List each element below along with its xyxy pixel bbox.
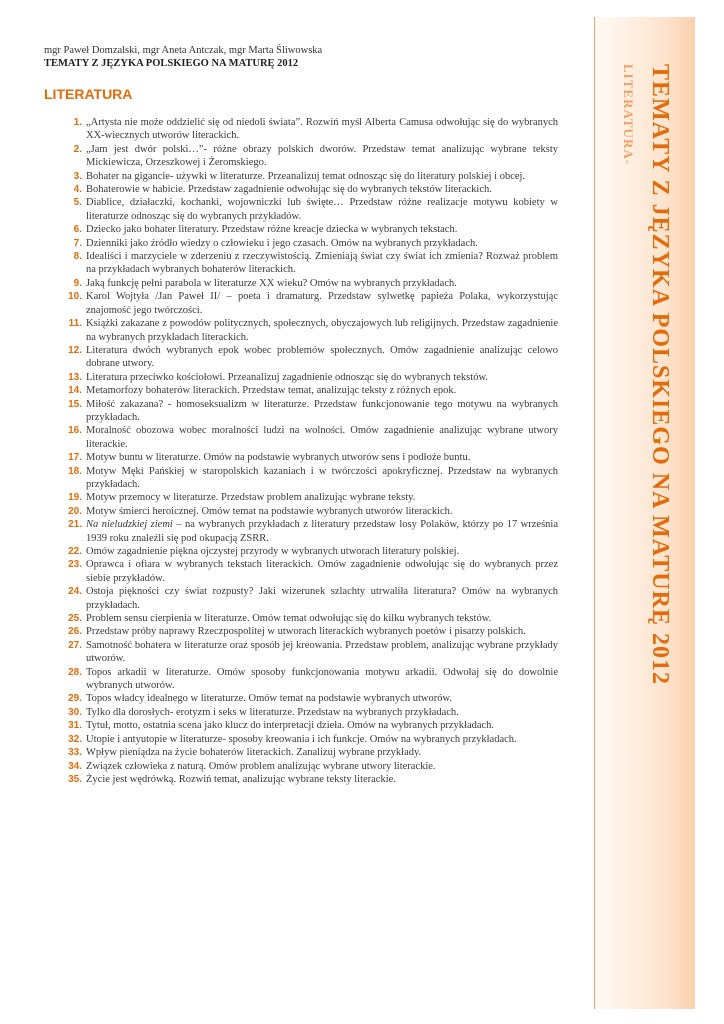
topic-text: Topos władcy idealnego w literaturze. Omów temat na podstawie wybranych utworów. <box>86 693 452 705</box>
topic-text: Motyw Męki Pańskiej w staropolskich kazaniach i w twórczości apokryficznej. Przedstaw na wybranych przykładach. <box>86 465 558 490</box>
topic-text: Oprawca i ofiara w wybranych tekstach literackich. Omów zagadnienie odwołując się do wybranych przez siebie przykładów. <box>86 559 558 584</box>
topic-text: Jaką funkcję pełni parabola w literaturze XX wieku? Omów na wybranych przykładach. <box>86 277 457 289</box>
topic-number: 10. <box>68 291 82 303</box>
topic-item <box>62 692 558 705</box>
topic-item <box>62 491 558 504</box>
topic-text: Wpływ pieniądza na życie bohaterów literackich. Zanalizuj wybrane przykłady. <box>86 747 422 759</box>
topic-item <box>62 170 558 183</box>
topic-item <box>62 371 558 384</box>
topic-number: 20. <box>68 505 82 517</box>
topic-text: Literatura dwóch wybranych epok wobec problemów społecznych. Omów zagadnienie analizując celowo dobrane utwory. <box>86 344 558 370</box>
topic-text: „Jam jest dwór polski…”- różne obrazy polskich dworów. Przedstaw temat analizując wybrane teksty Mickiewicza, Orzeszkowej i Żeromskiego. <box>86 143 558 169</box>
topic-number: 24. <box>68 586 82 598</box>
topic-text-italic: Na nieludzkiej ziemi <box>86 519 173 531</box>
topic-number: 22. <box>68 546 82 557</box>
topic-number: 17. <box>68 452 82 464</box>
topic-text: Przedstaw próby naprawy Rzeczpospolitej w utworach literackich wybranych poetów i pisarzy polskich. <box>86 626 526 638</box>
topic-text: Problem sensu cierpienia w literaturze. Omów temat odwołując się do kilku wybranych tekstów. <box>86 613 492 625</box>
topic-text: Karol Wojtyła /Jan Paweł II/ – poeta i dramaturg. Przedstaw sylwetkę papieża Polaka, wykorzystując znajomość jego twórczości. <box>86 291 558 316</box>
topic-item <box>62 451 558 464</box>
topic-number: 15. <box>68 398 82 410</box>
topic-item <box>62 277 558 290</box>
topic-text: Tylko dla dorosłych- erotyzm i seks w literaturze. Przedstaw na wybranych przykładach. <box>86 706 459 718</box>
topic-item <box>62 384 558 397</box>
topic-text: Tytuł, motto, ostatnia scena jako klucz do interpretacji dzieła. Omów na wybranych przykładach. <box>86 720 495 732</box>
topic-text: Życie jest wędrówką. Rozwiń temat, analizując wybrane teksty literackie. <box>86 773 396 785</box>
topic-text: Miłość zakazana? - homoseksualizm w literaturze. Przedstaw funkcjonowanie tego motywu na wybranych przykładach. <box>86 398 558 423</box>
topic-text: Samotność bohatera w literaturze oraz sposób jej kreowania. Przedstaw problem, analizując wybrane przykłady utworów. <box>86 639 558 665</box>
topic-number: 18. <box>68 465 82 477</box>
topic-number: 29. <box>68 693 82 705</box>
topic-item <box>62 746 558 759</box>
sidebar-title: TEMATY Z JĘZYKA POLSKIEGO NA MATURĘ 2012 <box>647 64 673 685</box>
document-header <box>44 44 584 70</box>
sidebar-subtitle: LITERATURA- <box>621 64 636 166</box>
document-title: TEMATY Z JĘZYKA POLSKIEGO NA MATURĘ 2012 <box>44 58 299 69</box>
topic-item <box>62 116 558 143</box>
topic-text-rest: – na wybranych przykładach z literatury przedstaw losy Polaków, którzy po 17 września 1939 roku znaleźli się pod okupacją ZSRR. <box>86 519 558 544</box>
topic-text: Metamorfozy bohaterów literackich. Przedstaw temat, analizując teksty z różnych epok. <box>86 385 457 397</box>
topic-item <box>62 625 558 638</box>
topic-number: 5. <box>73 197 82 209</box>
topic-item <box>62 558 558 585</box>
topic-item <box>62 290 558 317</box>
topic-number: 6. <box>73 224 82 236</box>
topic-number: 35. <box>68 773 82 785</box>
topic-item <box>62 505 558 518</box>
topic-number: 28. <box>68 666 82 678</box>
topic-number: 11. <box>68 318 82 330</box>
topic-number: 34. <box>68 760 82 772</box>
topic-text: Ostoja piękności czy świat rozpusty? Jaki wizerunek szlachty utrwaliła literatura? Omów na wybranych przykładach. <box>86 586 558 611</box>
topic-item <box>62 612 558 625</box>
topic-item <box>62 773 558 786</box>
topic-number: 14. <box>68 385 82 397</box>
topic-text: Bohaterowie w habicie. Przedstaw zagadnienie odwołując się do wybranych tekstów literackich. <box>86 184 492 196</box>
topic-text: Omów zagadnienie piękna ojczystej przyrody w wybranych utworach literatury polskiej. <box>86 546 460 557</box>
topic-number: 4. <box>73 184 82 196</box>
topic-item <box>62 666 558 693</box>
topic-number: 2. <box>73 143 82 155</box>
topic-number: 33. <box>68 747 82 759</box>
topic-number: 32. <box>68 733 82 745</box>
topic-text: Utopie i antyutopie w literaturze- sposoby kreowania i ich funkcje. Omów na wybranych przykładach. <box>86 733 517 745</box>
topic-item <box>62 545 558 558</box>
topic-number: 3. <box>73 170 82 182</box>
topic-item <box>62 639 558 666</box>
topic-item <box>62 398 558 425</box>
topic-number: 13. <box>68 371 82 383</box>
topic-number: 25. <box>68 613 82 625</box>
topic-text: Idealiści i marzyciele w zderzeniu z rzeczywistością. Zmieniają świat czy świat ich zmienia? Rozważ problem na przykładach wybranych bohaterów literackich. <box>86 251 558 276</box>
topic-item <box>62 183 558 196</box>
topic-item <box>62 237 558 250</box>
topic-item <box>62 719 558 732</box>
topic-item <box>62 518 558 545</box>
topic-number: 30. <box>68 706 82 718</box>
topic-item <box>62 585 558 612</box>
topic-item <box>62 317 558 344</box>
topic-text: Motyw śmierci heroicznej. Omów temat na podstawie wybranych utworów literackich. <box>86 505 453 517</box>
topic-item <box>62 250 558 277</box>
topic-text: Bohater na gigancie- używki w literaturze. Przeanalizuj temat odnosząc się do literatury polskiej i obcej. <box>86 170 526 182</box>
topic-number: 16. <box>68 425 82 437</box>
topic-item <box>62 143 558 170</box>
topic-number: 26. <box>68 626 82 638</box>
topic-text: „Artysta nie może oddzielić się od niedoli świata”. Rozwiń myśl Alberta Camusa odwołując się do wybranych XX-wiecznych utworów literackich. <box>86 117 558 142</box>
topic-list <box>62 116 558 786</box>
topic-text: Dzienniki jako źródło wiedzy o człowieku i jego czasach. Omów na wybranych przykładach. <box>86 237 478 249</box>
topic-number: 19. <box>68 492 82 504</box>
topic-text <box>86 518 558 545</box>
topic-item <box>62 424 558 451</box>
topic-number: 1. <box>73 117 82 128</box>
topic-item <box>62 706 558 719</box>
topic-item <box>62 344 558 371</box>
topic-item <box>62 196 558 223</box>
section-title: LITERATURA <box>44 86 133 102</box>
topic-text: Motyw przemocy w literaturze. Przedstaw problem analizując wybrane teksty. <box>86 492 416 504</box>
topic-text: Związek człowieka z naturą. Omów problem analizując wybrane utwory literackie. <box>86 760 436 772</box>
topic-number: 9. <box>73 277 82 289</box>
topic-text: Dziecko jako bohater literatury. Przedstaw różne kreacje dziecka w wybranych tekstach. <box>86 224 458 236</box>
topic-text: Topos arkadii w literaturze. Omów sposoby funkcjonowania motywu arkadii. Odwołaj się do dowolnie wybranych utworów. <box>86 666 558 692</box>
topic-item <box>62 760 558 773</box>
topic-text: Literatura przeciwko kościołowi. Przeanalizuj zagadnienie odnosząc się do wybranych tekstów. <box>86 371 488 383</box>
authors-line: mgr Paweł Domzalski, mgr Aneta Antczak, mgr Marta Śliwowska <box>44 45 323 56</box>
topic-item <box>62 733 558 746</box>
topic-item <box>62 223 558 236</box>
topic-text: Diablice, działaczki, kochanki, wojowniczki lub święte… Przedstaw różne realizacje motywu kobiety w literaturze odnosząc się do wybranych przykładów. <box>86 197 558 222</box>
topic-text: Motyw buntu w literaturze. Omów na podstawie wybranych utworów sens i podłoże buntu. <box>86 452 471 464</box>
topic-text: Moralność obozowa wobec moralności ludzi na wolności. Omów zagadnienie analizując wybrane utwory literackie. <box>86 425 558 450</box>
topic-number: 12. <box>68 344 82 356</box>
topic-item <box>62 465 558 492</box>
topic-number: 27. <box>68 639 82 651</box>
topic-text: Książki zakazane z powodów politycznych, społecznych, obyczajowych lub religijnych. Przedstaw zagadnienie na wybranych przykładach literackich. <box>86 318 558 343</box>
topic-number: 31. <box>68 720 82 732</box>
topic-number: 21. <box>68 519 82 531</box>
topic-number: 23. <box>68 559 82 571</box>
topic-number: 8. <box>73 251 82 263</box>
topic-number: 7. <box>73 237 82 249</box>
